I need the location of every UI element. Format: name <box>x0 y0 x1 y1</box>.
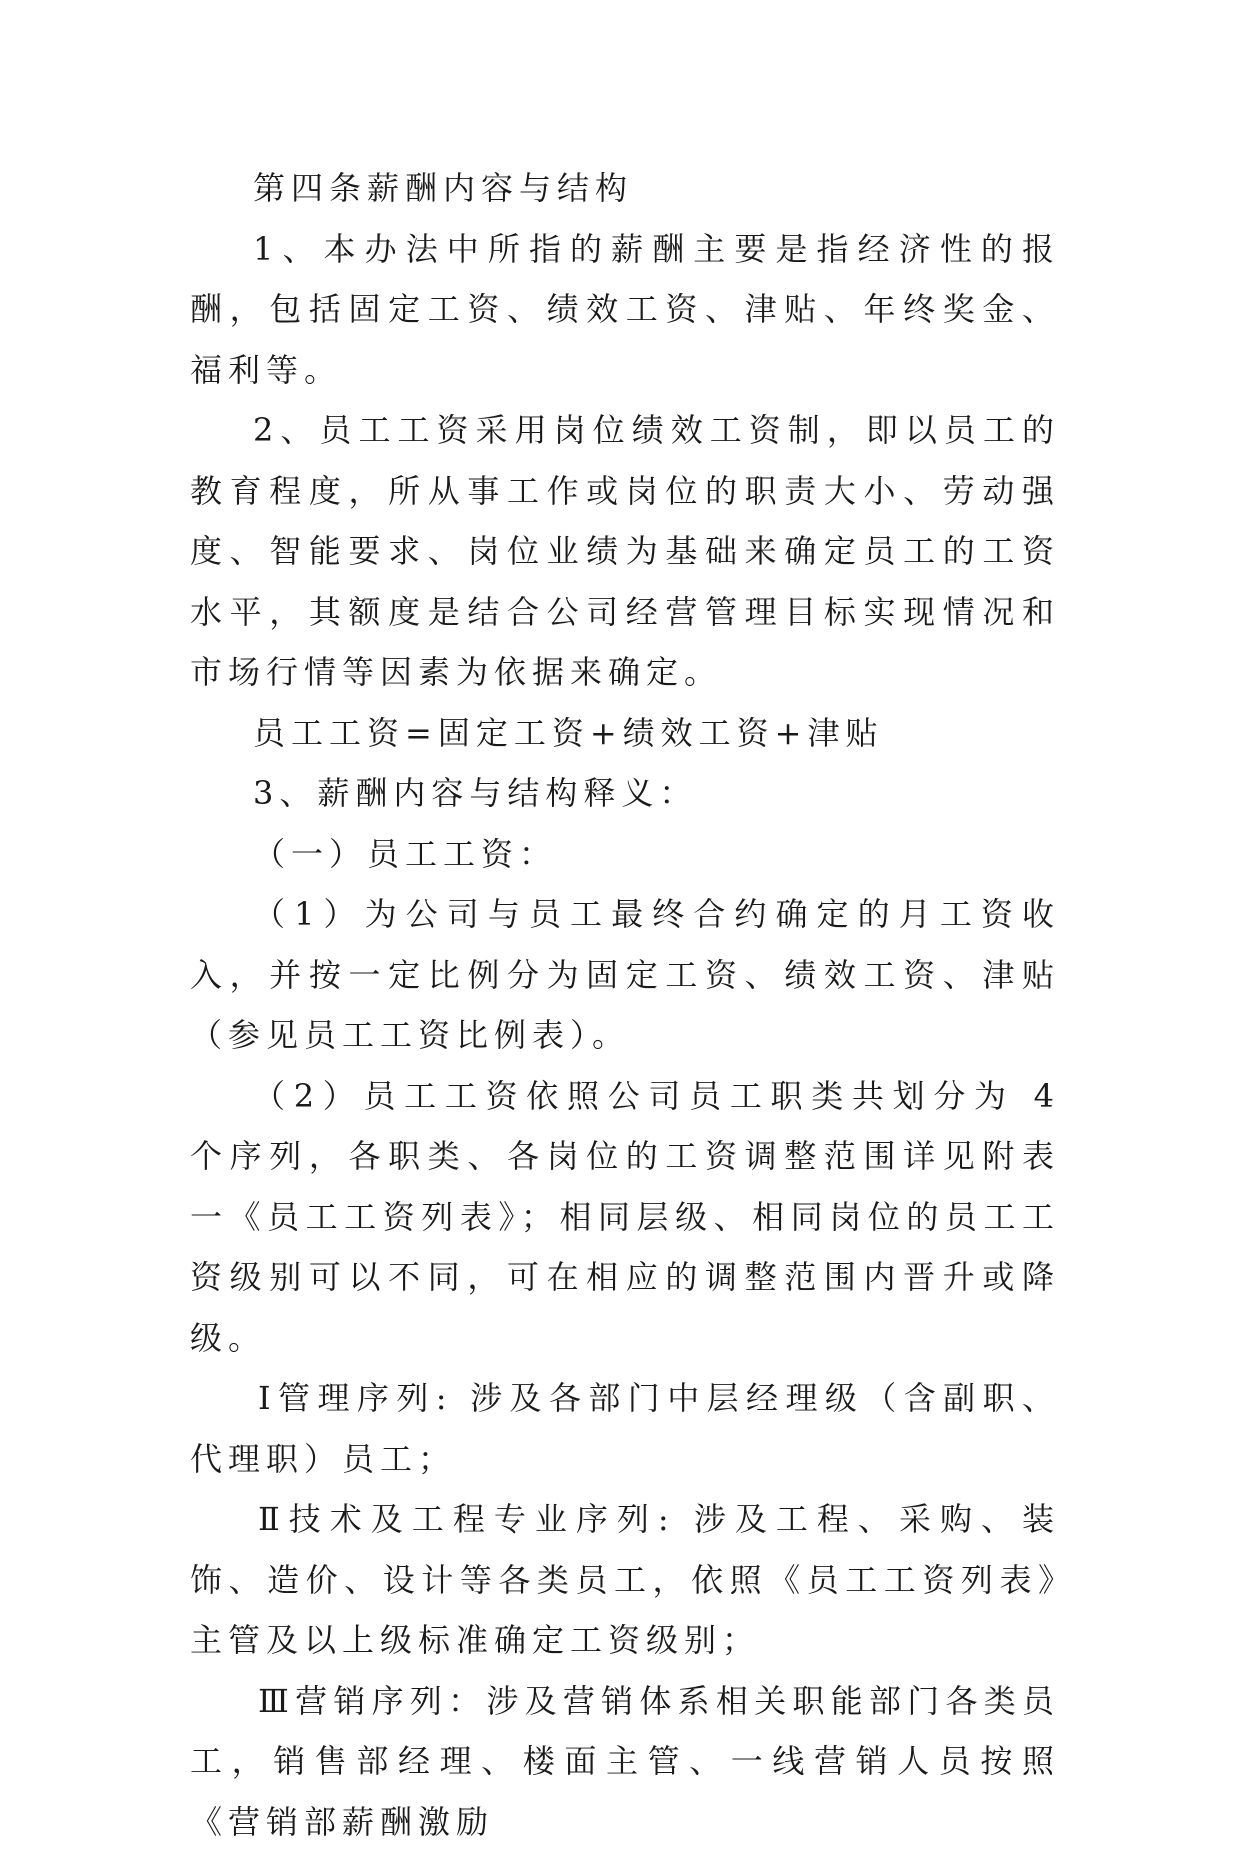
paragraph-item-3: 3、薪酬内容与结构释义： <box>190 763 1060 824</box>
clause-1: （1）为公司与员工最终合约确定的月工资收入，并按一定比例分为固定工资、绩效工资、津贴（参见员工工资比例表）。 <box>190 884 1060 1066</box>
sequence-marketing: Ⅲ营销序列：涉及营销体系相关职能部门各类员工，销售部经理、楼面主管、一线营销人员按照《营销部薪酬激励 <box>190 1671 1060 1852</box>
sequence-management: Ⅰ管理序列: 涉及各部门中层经理级（含副职、代理职）员工； <box>190 1368 1060 1489</box>
section-heading: 第四条薪酬内容与结构 <box>190 158 1060 219</box>
formula-line: 员工工资=固定工资+绩效工资+津贴 <box>190 703 1060 764</box>
paragraph-item-1: 1、本办法中所指的薪酬主要是指经济性的报酬，包括固定工资、绩效工资、津贴、年终奖金、福利等。 <box>190 219 1060 401</box>
paragraph-item-2: 2、员工工资采用岗位绩效工资制，即以员工的教育程度，所从事工作或岗位的职责大小、劳动强度、智能要求、岗位业绩为基础来确定员工的工资水平，其额度是结合公司经营管理目标实现情况和市场行情等因素为依据来确定。 <box>190 400 1060 703</box>
sequence-technical: Ⅱ技术及工程专业序列: 涉及工程、采购、装饰、造价、设计等各类员工，依照《员工工资列表》主管及以上级标准确定工资级别； <box>190 1489 1060 1671</box>
subheading-employee-wage: （一）员工工资： <box>190 824 1060 885</box>
document-body <box>190 158 1060 1852</box>
clause-2: （2）员工工资依照公司员工职类共划分为 4 个序列，各职类、各岗位的工资调整范围详见附表一《员工工资列表》；相同层级、相同岗位的员工工资级别可以不同，可在相应的调整范围内晋升或降级。 <box>190 1066 1060 1369</box>
